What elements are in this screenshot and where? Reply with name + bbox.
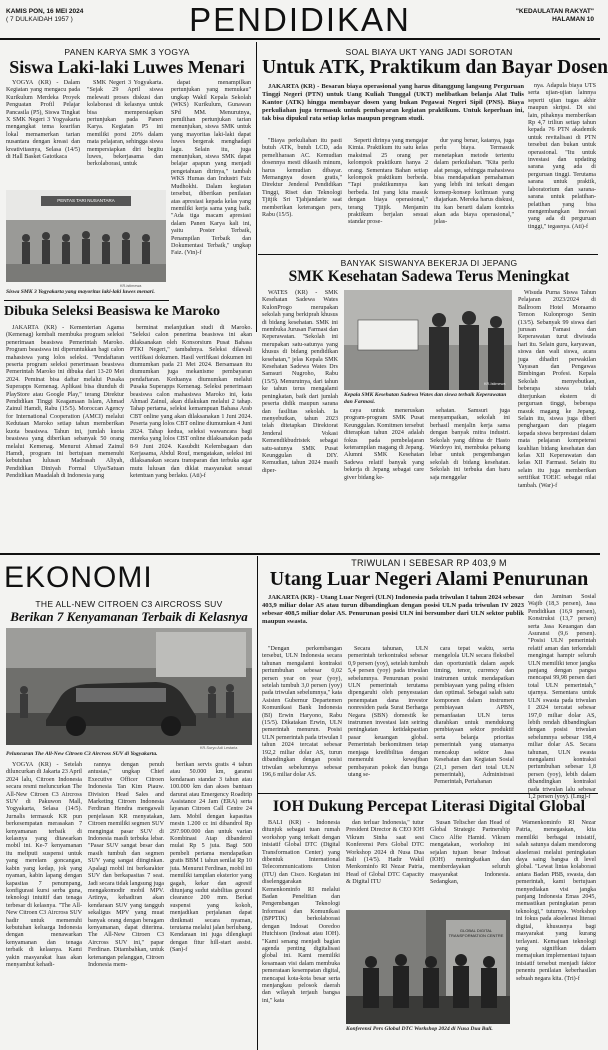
ioh-top-rule bbox=[258, 793, 598, 794]
sadewa-col2: caya untuk meneruskan program-program SMK Pusat Keunggulan. Komitmen tersebut diterapkan tahun 2024 adalah fokus pada pembelajaran keterampilan magang di Jepang. Alumni SMK Kesehatan Sadewa relatif banyak yang bekerja di Jepang sebagai care giver bidang ke- bbox=[344, 408, 424, 481]
uln-headline: Utang Luar Negeri Alami Penurunan bbox=[269, 568, 589, 590]
citroen-kicker: THE ALL-NEW CITROEN C3 AIRCROSS SUV bbox=[35, 599, 223, 609]
uln-lead: JAKARTA (KR) - Utang Luar Negeri (ULN) Indonesia pada triwulan I tahun 2024 sebesar 403,9 miliar dolar AS atau turun dibandingkan dengan posisi ULN pada triwulan IV 2023 sebesar 408,5 miliar dolar AS. Penurunan posisi ULN ini bersumber dari ULN sektor publik maupun swasta. bbox=[262, 594, 524, 625]
citroen-col2: rannya dengan penuh antusias," ungkap Chief Executive Officer Citroen Indonesia Tan Kim Piauw. Division Head Sales and Marketing Citroen Indonesia Ferdinan Hendra mengawali penjelasan KR menyatakan, Citroen memiliki segmen SUV mengingat pasar SUV di Indonesia masih terbuka lebar. "Pasar SUV sangat besar dan masih tumbuh dan segmen SUV yang sangat diinginkan. Apalagi mobil ini berkarakter SUV dan berkapasitas 7 seat. Jadi secara tidak langsung juga mengakomodir mobil MPV. Artinya, kehadiran akan kendaraan SUV yang tangguh sekaligus MPV yang muat banyak orang dengan beragam kenyamanan, dapat diterima. The All-New Citroen C3 Aircross SUV ini," papar Ferdinan. Ditambahkan, untuk ketenangan pelanggan, Citroen Indonesia mem- bbox=[88, 762, 164, 968]
ekonomi-column-divider bbox=[257, 556, 258, 1050]
smk3-caption: Siswa SMK 3 Yogyakarta yang mayoritas laki-laki luwes menari. bbox=[6, 289, 155, 295]
smk3-photo-credit: KR-istimewa bbox=[120, 284, 142, 288]
uln-col2: Secara tahunan, ULN pemerintah terkontraksi sebesar 0,9 persen (yoy), setelah tumbuh 5,4 persen (yoy) pada triwulan sebelumnya. Penurunan posisi ULN pemerintah terutama dipengaruhi oleh penyesuaian penempatan dana investor nonresiden pada Surat Berharga Negara (SBN) domestik ke instrumen investasi lain seiring peningkatan ketidakpastian pasar keuangan global. Pemerintah berkomitmen tetap menjaga kredibilitas dengan memenuhi kewajiban pembayaran pokok dan bunga utang se- bbox=[348, 646, 428, 778]
uln-col4: dan Jaminan Sosial Wajib (18,3 persen), Jasa Pendidikan (16,9 persen), Konstruksi (13,7 persen) serta Jasa Keuangan dan Asuransi (9,6 persen). "Posisi ULN pemerintah relatif aman dan terkendali mengingat hampir seluruh ULN memiliki tenor jangka panjang dengan pangsa mencapai 99,98 persen dari total ULN pemerintah," ujarnya. Sementara untuk ULN swasta pada triwulan I 2024 tercatat sebesar 197,0 miliar dolar AS, lebih rendah dibandingkan dengan posisi triwulan sebelumnya sebesar 198,4 miliar dolar AS. Secara tahunan, ULN swasta mengalami kontraksi pertumbuhan sebesar 1,8 persen (yoy), lebih dalam dibandingkan kontraksi pada triwulan lalu sebesar 1,2 persen (yoy). (Lmg)-f bbox=[528, 594, 596, 800]
issue-date: KAMIS PON, 16 MEI 2024 bbox=[6, 8, 84, 15]
uln-kicker: TRIWULAN I SEBESAR RP 403,9 M bbox=[351, 558, 507, 568]
ioh-photo bbox=[346, 910, 510, 1024]
ukt-lead: JAKARTA (KR) - Besaran biaya operasional yang harus ditanggung langsung Perguruan Tinggi Negeri (PTN) untuk Uang Kuliah Tunggal (UKT) melibatkan belanja Alat Tulis Kantor (ATK) hingga membayar dosen yang bukan Pegawai Negeri Sipil (PNS). Biaya perkuliahan juga termasuk untuk pembayaran kegiatan praktikum. Untuk keperluan ini, tak bisa dipukul rata setiap kelas maupun program studi. bbox=[262, 83, 524, 122]
ioh-caption: Konferensi Pers Global DTC Workshop 2024 di Nusa Dua Bali. bbox=[346, 1026, 493, 1032]
ekonomi-rule bbox=[0, 553, 600, 555]
ioh-col4: Wamenkominfo RI Nezar Patria, menegaskan, kita memiliki berbagai inisiatif, salah satunya dalam mendorong akselerasi melalui peningkatan daya saing bangsa di level global. "Lewat lintas kolaborasi antara Badan PBB, swasta, dan pemerintah, kami bertujuan menyediakan visi jangka panjang Indonesia Emas 2045, memastikan peningkatan peran teknologi," tuturnya. Workshop ini fokus pada akselerasi literasi digital, khususnya bagi masyarakat yang kurang terlayani. Kemajuan teknologi yang signifikan dalam memajukan implementasi tujuan inisiatif tersebut menjadi faktor penentu penilaian keberhasilan sebuah negara kita. (Tri)-f bbox=[516, 820, 596, 982]
beasiswa-top-rule bbox=[4, 300, 169, 301]
uln-col3: cara tepat waktu, serta mengelola ULN secara fleksibel dan oportunistik dalam aspek timing, tenor, currency dan instrumen untuk mendapatkan pembiayaan yang paling efisien dan optimal. Sebagai salah satu komponen dalam instrumen pembiayaan APBN, pemanfaatan ULN terus diarahkan untuk mendukung pembiayaan sektor produktif serta belanja prioritas pemerintah yang utamanya mencakup sektor Jasa Kesehatan dan Kegiatan Sosial (21,1 persen dari total ULN pemerintah), Administrasi Pemerintah, Pertahanan bbox=[434, 646, 514, 786]
citroen-photo bbox=[6, 628, 252, 745]
hijri-date: ( 7 DULKAIDAH 1957 ) bbox=[6, 16, 73, 23]
sadewa-top-rule bbox=[258, 254, 598, 255]
citroen-caption: Peluncuran The All-New Citroen C3 Aircross SUV di Yogyakarta. bbox=[6, 751, 158, 757]
ioh-col2: dan terluar Indonesia," tutur President Director & CEO IOH Vikram Sinha saat sesi Konferensi Pers Global DTC Workshop 2024 di Nusa Dua Bali (14/5). Hadir Wakil Menkominfo RI Nezar Patria, Head of Global DTC Capacity & Digital ITU bbox=[346, 820, 424, 886]
citroen-col1: YOGYA (KR) - Setelah diluncurkan di Jakarta 23 April 2024 lalu, Citroen Indonesia secara resmi meluncurkan The All-New Citroen C3 Aircross SUV di Pakuwon Mall, Yogyakarta, Selasa (14/5). Jurnalis termasuk KR pun berkesempatan merasakan 7 kenyamanan terbaik di kelasnya yang ditawarkan mobil ini. Ke-7 kenyamanan itu meliputi suspensi untuk yang merelam goncangan, kabin yang kedap, jok yang nyaman, kabin lapang dengan kapasitas 7 penumpang, konfigurasi kursi serba guna, teknologi intuitif dan tenaga terbesar di kelasnya. "The All-New Citroen C3 Aircross SUV hadir untuk memenuhi kebutuhan keluarga Indonesia dengan menawarkan kenyamanan dan tenaga terbaik di kelasnya. Kami yakin masyarakat luas akan menyambut kehadi- bbox=[6, 762, 82, 968]
sadewa-photo bbox=[344, 290, 512, 390]
sadewa-kicker: BANYAK SISWANYA BEKERJA DI JEPANG bbox=[340, 258, 518, 268]
beasiswa-headline: Dibuka Seleksi Beasiswa ke Maroko bbox=[4, 304, 220, 319]
smk3-col1: YOGYA (KR) - Dalam Kegiatan yang mengacu pada Kurikulum Merdeka Proyek Penguatan Profil Pelajar Pancasila (P5), Siswa Tingkat X SMK Negeri 3 Yogyakarta mengangkat tema kearifan lokal memamerkan tarian nusantara dengan kreasi dan kreativitasnya, Selasa (14/5) di Hall Basket Gatotkaca bbox=[6, 80, 80, 161]
sadewa-caption: Kepala SMK Kesehatan Sadewa Wates dan siswa terbaik Keperawatan dan Farmasi. bbox=[344, 392, 507, 405]
citroen-photo-credit: KR-Suryo Adi Lestaria bbox=[200, 746, 238, 750]
sadewa-col3: sehatan. Samsuri juga menyampaikan, sekolah ini berhasil menjalin kerja sama dengan banyak mitra industri. Sekolah yang dibina dr Hasto Wardoyo ini, membuka peluang lebar untuk pengembangan sekolah di bidang kesehatan. Sekolah ini terbuka dan baru saja menggelar bbox=[430, 408, 510, 481]
beasiswa-col1: JAKARTA (KR) - Kementerian Agama (Kemenag) kembali membuka program seleksi penerimaan beasiswa Pemerintah Maroko. Program beasiswa ini diperuntukkan bagi calon mahasiswa yang lolos seleksi. "Pendaftaran peserta program seleksi penerimaan beasiswa Pemerintah Maroko ini dibuka dari 13-20 Mei 2024. Peminat bisa daftar melalui Pusaka Superapps Kemenag. Aplikasi bisa diunduh di PlayStore atau Google Play," terang Direktur Pendidikan Tinggi Keagamaan Islam, Ahmad Zainul Hamdi, Rabu (15/5). Moroccan Agency for International Cooperation (AMCI) melalui Kedutaan Maroko setiap tahun memberikan kuota beasiswa. Tahun ini, jumlah kuota beasiswa yang diberikan sebanyak 50 orang melalui Kemenag. Menurut Ahmad Zainul Hamdi, program ini bertujuan memenuhi kebutuhan lulusan Madrasah Aliyah, Pendidikan Diniyah Formal Ulya/Satuan Pendidikan Muadalah di Indonesia yang bbox=[6, 325, 124, 480]
smk3-kicker: PANEN KARYA SMK 3 YOGYA bbox=[64, 47, 190, 57]
uln-col1: "Dengan perkembangan tersebut, ULN Indonesia secara tahunan mengalami kontraksi pertumbuhan sebesar 0,02 persen year on year (yoy), setelah tumbuh 3,0 persen (yoy) pada triwulan sebelumnya," kata Asisten Gubernur Departemen Komunikasi Bank Indonesia (BI) Erwin Haryono, Rabu (15/5). Dikatakan Erwin, ULN pemerintah menurun. Posisi ULN pemerintah pada triwulan I tahun 2024 tercatat sebesar 192,2 miliar dolar AS, turun dibandingkan dengan posisi triwulan sebelumnya sebesar 196,6 miliar dolar AS. bbox=[262, 646, 342, 778]
ukt-col2: Seperti dirinya yang mengajar Kimia. Praktikum itu satu kelas maksimal 25 orang per kelompok praktikum hanya 2 orang. Sementara Bahan setiap kelompok praktikum berbeda. "Tapi praktikumnya kan berbeda. Ini yang kita masuk dengan biaya operasional," terang Tjitjik. Menjamin praktikum berjalan sesuai standar prose- bbox=[348, 138, 428, 226]
citroen-col3: berikan servis gratis 4 tahun atau 50.000 km, garansi kendaraan standar 3 tahun atau 100.000 km dan akses bantuan darurat atau Emergency Roadtrip Assistance 24 Jam (ERA) serta layanan Citroen Call Centre 24 Jam. Mobil dengan kapasitas mesin 1.200 cc ini dibandrol Rp 297.900.000 dan untuk varian Kombinasi Atap dibanderol mulai Rp 5 juta. Bagi 500 pembeli pertama mendapatkan gratis BBM 1 tahun senilai Rp 10 juta. Menurut Ferdinan, mobil ini memiliki tampilan eksterior yang gagah, kekar dan agresif ditunjang sudut stabilitas ground clearance 200 mm. Berkat suspensi yang kokoh, menjadikan perjalanan dapat dinikmati secara nyaman, terutama melalui jalan berlubang. Kendaraan ini juga dilengkapi dengan fitur hill-start assist. (San)-f bbox=[170, 762, 252, 954]
smk3-photo bbox=[6, 190, 166, 282]
section-title-ekonomi: EKONOMI bbox=[4, 561, 153, 594]
ukt-headline: Untuk ATK, Praktikum dan Bayar Dosen bbox=[262, 57, 608, 78]
smk3-col2: SMK Negeri 3 Yogyakarta. "Sejak 29 April siswa melewati proses diskusi dan kolaborasi di kelasnya untuk bisa mempersiapkan pertunjukan pada Panen Karya. Kegiatan P5 ini memiliki porsi 20% dalam mata pelajaran, sehingga siswa mempersiapkan diri begitu luwes, bekerjasama dan berkolaborasi, untuk bbox=[87, 80, 163, 168]
sadewa-col1: WATES (KR) - SMK Kesehatan Sadewa Wates KulonProgo merupakan sekolah yang berkiprah khusus di bidang kesehatan. SMK ini membuka Jurusan Farmasi dan Keperawatan. "Sekolah ini merupakan satu-satunya yang khusus di bidang pendidikan kesehatan," jelas Kepala SMK Kesehatan Sadewa Wates Drs Samsuri Nugroho, Rabu (15/5). Menurutnya, dari tahun ke tahun terus mengalami peningkatan, baik dari jumlah peserta didik maupun sarana dan fasilitas sekolah. Ia menyebutkan, tahun 2023 telah ditetapkan Direktorat Jenderal Vokasi Kemendikbudristek sebagai satu-satunya SMK Pusat Keunggulan di DIY. Kemudian, tahun 2024 masih diper- bbox=[262, 290, 338, 474]
ukt-kicker: SOAL BIAYA UKT YANG JADI SOROTAN bbox=[345, 47, 513, 57]
page-number: HALAMAN 10 bbox=[552, 16, 594, 23]
beasiswa-col2: berminat melanjutkan studi di Maroko. "Seleksi calon penerima beasiswa ini akan dilaksanakan oleh Konsorsium Pusat Bahasa PTKI Negeri," tambahnya. Seleksi dilawali verifikasi dokumen. Hasil verifikasi dokumen ini diumumkan pada 21 Mei 2024. Bersamaan itu diumumkan juga mekanisme pembayaran pendaftaran. Keduanya diumumkan melalui Pusaka Superapps Kemenag. Seleksi penerimaan beasiswa calon mahasiswa Maroko ini, kata Ahmad Zainul, akan dilakukan melalui 2 tahap. Tahap pertama, seleksi kemampuan Bahasa Arab CBT online yang akan dilaksanakan 1 Juni 2024. Peserta yang lolos CBT online diumumkan 4 Juni 2024. Tahap kedua, seleksi wawancara bagi mereka yang lolos CBT online dilaksanakan pada 8-9 Juni 2024. Kasubdit Kelembagaan dan Kerjasama, Abdul Rouf, mengatakan, seleksi ini dilaksanakan secara transparan dan terbuka agar mutu lulusan dan diklat masyarakat sesuai ketentuan yang berlaku. (Ati)-f bbox=[130, 325, 252, 480]
smk3-headline: Siswa Laki-laki Luwes Menari bbox=[9, 57, 245, 77]
ioh-headline: IOH Dukung Percepat Literasi Digital Global bbox=[272, 798, 586, 815]
smk3-col3: dapat menampilkan pertunjukan yang memukau" ungkap Wakil Kepala Sekolah (WKS) Kurikulum, Gunawan SPd MM. Menurutnya, pemilihan pertunjukan tarian menunjukan, siswa SMK untuk yang mayoritas laki-laki dapat luwes bergerak menghadapi lagu. Selain itu, juga menunjukan, siswa SMK dapat belajar apapun yang menjadi pengetahuan dirinya," tambah WKS Humas dan Industri Faiz Mudhokhi. Dalam kegiatan tersebut, diberikan penilaian atas apresiasi kepada kelas yang memiliki kerja sama yang baik. "Ada tiga macam apresiasi dalam Panen Karya kali ini, yaitu Poster Terbaik, Penampilan Terbaik dan Dokumentasi Terbaik," ungkap Faiz. (Vin)-f bbox=[171, 80, 251, 257]
sadewa-headline: SMK Kesehatan Sadewa Terus Meningkat bbox=[288, 268, 570, 285]
ioh-col1: BALI (KR) - Indonesia ditunjuk sebagai tuan rumah workshop yang terkait dengan inisiatif Global DTC (Digital Transformation Center) yang dibentuk International Telecommunications Union (ITU) dan Cisco. Kegiatan ini diselenggarakan Kemenkominfo RI melalui Badan Penelitian dan Pengembangan Teknologi Informasi dan Komunikasi (BPPTIK) berkolaborasi dengan Indosat Ooredoo Hutchison (Indosat atau IOH). "Kami senang menjadi bagian agenda penting digitalisasi global ini. Kami memiliki kesamaan visi dalam membuka pemerataan kesempatan digital, mencapai kota-kota besar serta menjangkau pelosok daerah dan wilayah terjauh bangsa ini," kata bbox=[262, 820, 340, 1004]
ukt-col1: "Biaya perkuliahan itu pasti butuh ATK, butuh LCD, ada pemeliharaan AC. Kemudian dosennya mesti dikasih minum, harus kemudian dibayar. Memangnya dosen gratis," Direktur Jenderal Pendidikan Tinggi, Riset dan Teknologi Tjitjik Sri Tjahjandarie saat memberikan keterangan pers, Rabu (15/5). bbox=[262, 138, 342, 219]
smk3-photo-banner: PENTAS TARI NUSANTARA bbox=[57, 198, 115, 203]
sadewa-col4: Wisuda Purna Siswa Tahun Pelajaran 2023/2024 di Ballroom Hotel Moraamo Temon Kulonprogo Senin (13/5). Sebanyak 99 siswa dari jurusan Famasi dan Keperawatan turut diwisuda hari itu. Selain guru, karyawan, siswa dan wali siswa, acara juga dihadiri perwakilan Yayasan dan Pengawas Bimbingan Profesi. Kepala Sekolah menyebutkan, beberapa siswa telah diterjunkan ekstern di perguruan tinggi, beberapa masuk magang ke Jepang. Selain itu, siswa juga diberi penghargaan dan piagam kepada siswa berprestasi dalam mata pelajaran kompetensi keahlian bidang kesehatan dan kelas XII Keperawatan dan kelas XII Farmasi. Selain itu selain itu juga memberikan sertifikat TOEIC sebagai nilai tambah. (War)-f bbox=[518, 290, 596, 489]
ioh-col3: Susan Teltscher dan Head of Global Strategic Partnership Cisco Alfie Hamid. Vikram mengatakan, workshop ini sejalan tujuan besar Indosat (IOH) meningkatkan dan memberdayakan seluruh masyarakat Indonesia. Sedangkan, bbox=[430, 820, 510, 886]
ioh-photo-banner: GLOBAL DIGITAL TRANSFORMATION CENTRE bbox=[448, 928, 504, 938]
masthead-rule bbox=[0, 38, 600, 40]
paper-name: "KEDAULATAN RAKYAT" bbox=[515, 8, 594, 15]
ukt-col4: nya. Adapula biaya UTS serta ujian-ujian lainnya seperti ujian tugas akhir maupun skripsi. Di sisi lain, pihaknya memberikan Rp 4,7 triliun setiap tahun kepada 76 PTN akademik untuk revitalisasi di PTN tersebut dan bukan untuk operasional. "Itu untuk investasi dan updating sarana yang ada di perguruan tinggi. Terutama sarana untuk praktik, laboratorium dan sarana-sarana untuk pelatihan-pelatihan yang bisa mengembangkan inovasi yang ada di perguruan tinggi," tegasnya. (Ati)-f bbox=[528, 83, 596, 230]
citroen-headline: Berikan 7 Kenyamanan Terbaik di Kelasnya bbox=[10, 609, 248, 624]
column-divider bbox=[256, 42, 257, 332]
ukt-col3: dur yang benar, katanya, juga perlu biaya. Termasuk menetapkan metode tertentu dalam perkuliahan. "Kita perlu alat peraga, sehingga mahasiswa bisa mendapatkan pemahaman yang lebih ini terkait dengan konsep-konsep keilmuan yang diajarkan. Mereka harus diskusi, itu kan berarti dalam konteks akan ada biaya operasional," jelas- bbox=[434, 138, 514, 226]
sadewa-photo-credit: KR-Istimewa bbox=[484, 382, 506, 386]
section-title-pendidikan: PENDIDIKAN bbox=[189, 1, 411, 38]
